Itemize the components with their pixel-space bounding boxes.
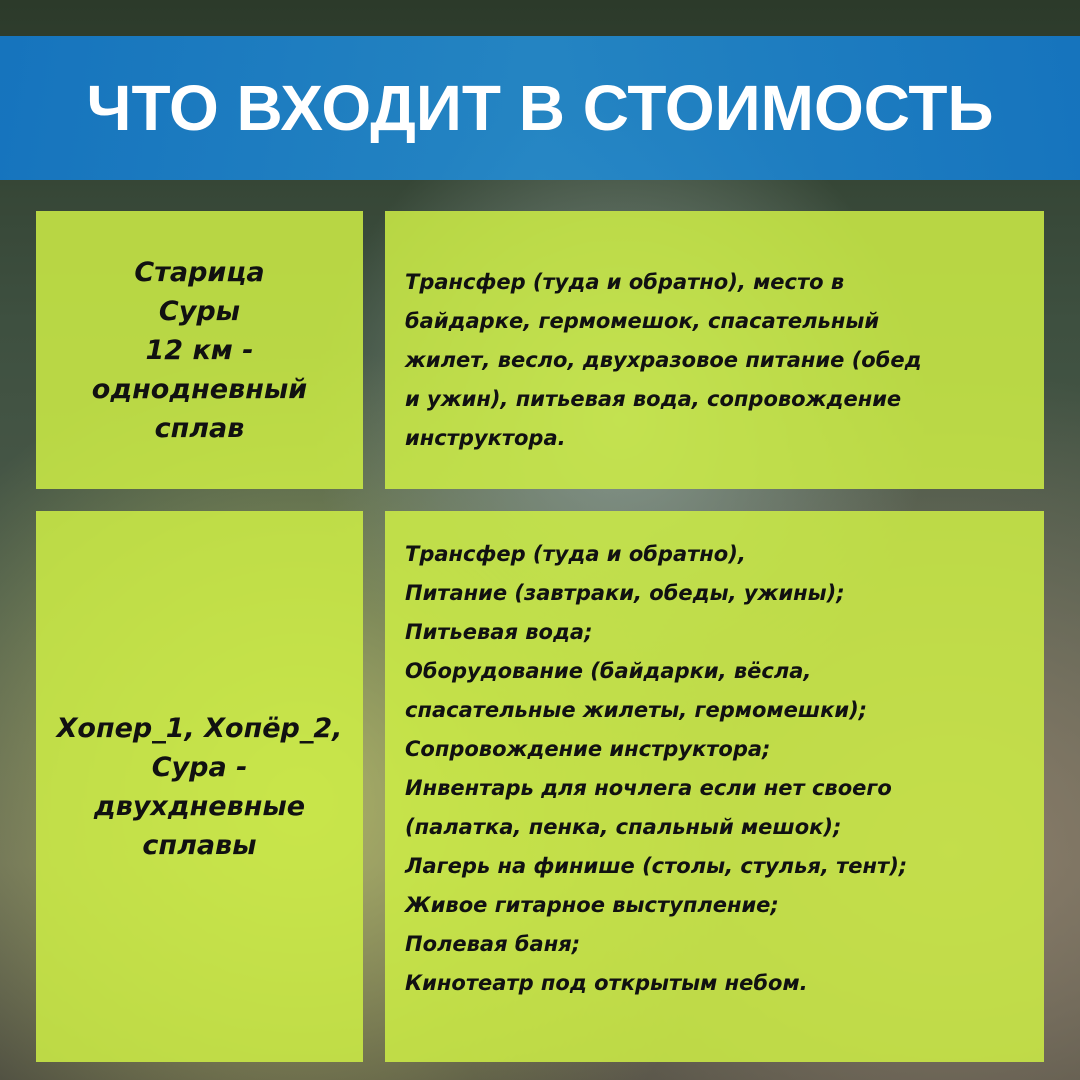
tour-label-one-day: Старица Суры 12 км - однодневный сплав xyxy=(36,211,363,489)
include-line: жилет, весло, двухразовое питание (обед xyxy=(405,348,922,372)
include-line: Питьевая вода; xyxy=(405,620,593,644)
title-banner xyxy=(0,36,1080,180)
tour-includes-one-day xyxy=(385,211,1044,489)
include-line: и ужин), питьевая вода, сопровождение xyxy=(405,387,902,411)
include-line: Живое гитарное выступление; xyxy=(405,893,779,917)
include-line: Полевая баня; xyxy=(405,932,581,956)
page-title: ЧТО ВХОДИТ В СТОИМОСТЬ xyxy=(86,72,994,144)
include-line: Оборудование (байдарки, вёсла, xyxy=(405,659,812,683)
include-line: спасательные жилеты, гермомешки); xyxy=(405,698,868,722)
include-line: Лагерь на финише (столы, стулья, тент); xyxy=(405,854,908,878)
include-line: Кинотеатр под открытым небом. xyxy=(405,971,808,995)
include-line: инструктора. xyxy=(405,426,566,450)
include-line: Трансфер (туда и обратно), место в xyxy=(405,270,845,294)
include-line: (палатка, пенка, спальный мешок); xyxy=(405,815,842,839)
include-line: байдарке, гермомешок, спасательный xyxy=(405,309,880,333)
tour-includes-two-day xyxy=(385,511,1044,1062)
include-line: Сопровождение инструктора; xyxy=(405,737,771,761)
include-line: Питание (завтраки, обеды, ужины); xyxy=(405,581,845,605)
include-line: Инвентарь для ночлега если нет своего xyxy=(405,776,892,800)
tour-label-two-day: Хопер_1, Хопёр_2, Сура - двухдневные сплавы xyxy=(36,511,363,1062)
include-line: Трансфер (туда и обратно), xyxy=(405,542,746,566)
